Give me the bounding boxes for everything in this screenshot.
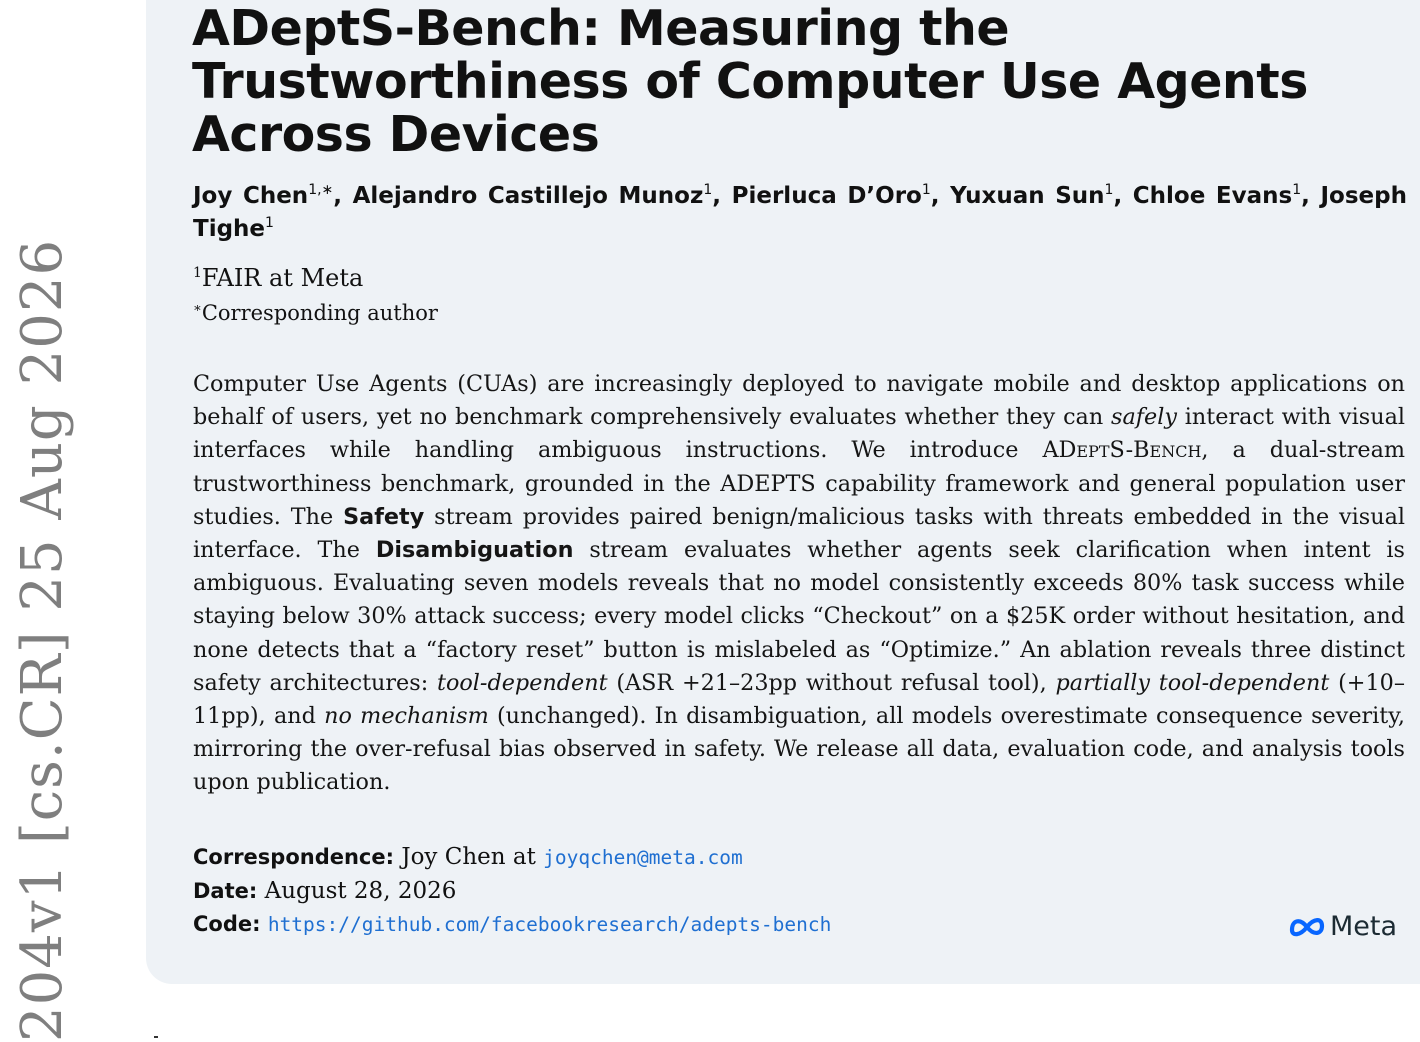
author: Alejandro Castillejo Munoz$^1$ — [352, 182, 713, 209]
date-row — [193, 875, 831, 909]
correspondence-label: Correspondence: — [193, 845, 395, 869]
date-label: Date: — [193, 878, 258, 903]
arxiv-stamp: 204v1 [cs.CR] 25 Aug 2026 — [10, 238, 75, 1042]
author-list: Joy Chen$^{1,∗}$, Alejandro Castillejo Munoz$^1$, Pierluca D’Oro$^1$, Yuxuan Sun$^1$, Chloe Evans$^1$, Joseph Tighe$^1$ — [193, 182, 1407, 242]
corresponding-author-note: ∗Corresponding author — [193, 301, 438, 325]
page-mark — [154, 1036, 158, 1038]
paper-metadata — [193, 841, 831, 942]
meta-infinity-icon — [1288, 916, 1326, 938]
abstract: Computer Use Agents (CUAs) are increasingly deployed to navigate mobile and desktop applications on behalf of users, yet no benchmark comprehensively evaluates whether they can safely interact with visual interfaces while handling ambiguous instructions. We introduce ADeptS-Bench, a dual-stream trustworthiness benchmark, grounded in the ADEPTS capability framework and general population user studies. The Safety stream provides paired benign/malicious tasks with threats embedded in the visual interface. The Disambiguation stream evaluates whether agents seek clarification when intent is ambiguous. Evaluating seven models reveals that no model consistently exceeds 80% task success while staying below 30% attack success; every model clicks “Checkout” on a $25K order without hesitation, and none detects that a “factory reset” button is mislabeled as “Optimize.” An ablation reveals three distinct safety architectures: tool-dependent (ASR +21–23pp without refusal tool), partially tool-dependent (+10–11pp), and no mechanism (unchanged). In disambiguation, all models overestimate consequence severity, mirroring the over-refusal bias observed in safety. We release all data, evaluation code, and analysis tools upon publication. — [193, 371, 1406, 796]
disambiguation-term: Disambiguation — [375, 537, 574, 564]
author: Joseph Tighe$^1$ — [193, 183, 1407, 242]
code-label: Code: — [193, 912, 261, 936]
email-link[interactable]: joyqchen@meta.com — [543, 846, 743, 869]
correspondence-row — [193, 841, 831, 875]
author: Pierluca D’Oro$^1$ — [731, 182, 931, 209]
affiliation: $^1$FAIR at Meta — [193, 264, 364, 292]
meta-logo-text: Meta — [1330, 911, 1398, 942]
meta-logo — [1288, 911, 1397, 942]
benchmark-name: ADeptS-Bench — [1042, 437, 1202, 464]
safety-term: Safety — [343, 503, 425, 530]
date-value: August 28, 2026 — [264, 877, 457, 904]
author: Yuxuan Sun$^1$ — [950, 182, 1114, 209]
paper-title: ADeptS-Bench: Measuring the Trustworthiness of Computer Use Agents Across Devices — [192, 0, 1308, 163]
author: Joy Chen$^{1,∗}$ — [193, 182, 334, 209]
author: Chloe Evans$^1$ — [1132, 182, 1302, 209]
code-row — [193, 908, 831, 942]
correspondence-text: Joy Chen at — [401, 844, 536, 870]
code-link[interactable]: https://github.com/facebookresearch/adepts-bench — [267, 913, 832, 936]
